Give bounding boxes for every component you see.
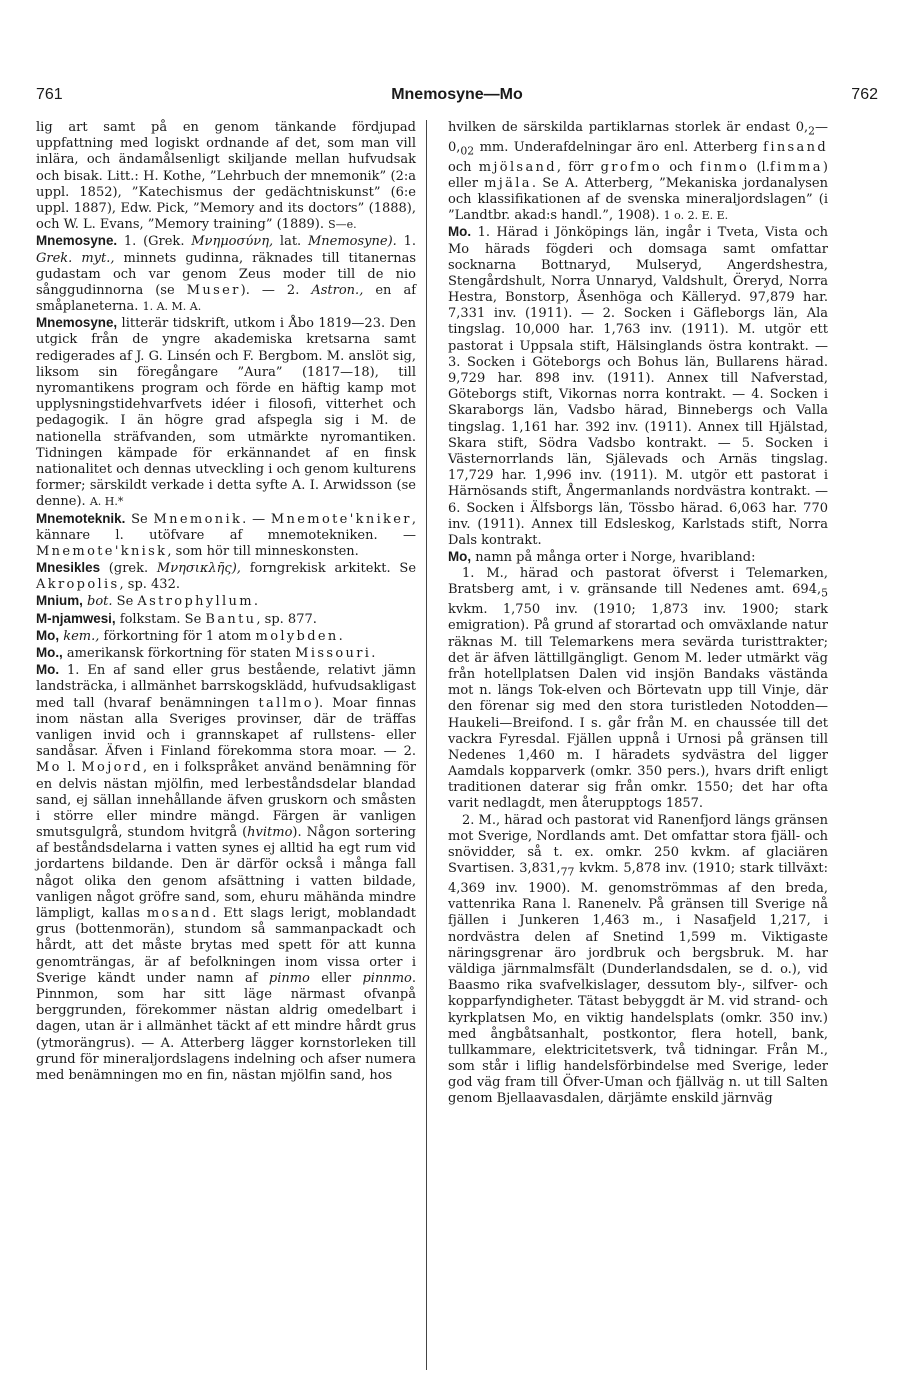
- cross-reference: finmo: [699, 159, 750, 175]
- cross-reference: Muser: [186, 282, 241, 298]
- cross-reference: Mnemote'kniker: [270, 511, 412, 527]
- cross-reference: Bantu: [205, 611, 257, 627]
- entry-mnemosyne-journal: Mnemosyne, litterär tidskrift, utkom i Åbo 1819—23. Den utgick från de yngre akademiska kretsarna samt redigerades af J. G. Linsén och F. Bergbom. M. anslöt sig, liksom sin föregångare ”Aura” (1817—18), till nyromantikens program och förde en häftig kamp mot upplysningstidehvarfvets idéer i filosofi, vitterhet och pedagogik. I än högre grad afspegla sig i M. de nationella sträfvanden, som utmärkte nyromantiken. Tidningen kämpade för erkännandet af en finsk nationalitet och dennas utveckling i och genom kulturens former; särskildt verkade i detta syfte A. I. Arwidsson (se denne). A. H.*: [36, 315, 416, 510]
- headword: Mo.: [36, 662, 60, 678]
- entry-mnium: Mnium, bot. Se Astrophyllum.: [36, 593, 259, 610]
- entry-mo-norge: Mo, namn på många orter i Norge, hvaribland:: [448, 549, 756, 566]
- headword: Mo.,: [36, 645, 63, 660]
- headword: Mo,: [36, 627, 60, 643]
- page-header: [36, 86, 878, 110]
- author-signature: A. H.*: [89, 495, 124, 509]
- cross-reference: grofmo: [600, 159, 662, 175]
- left-column: [36, 120, 416, 1084]
- cross-reference: tallmo: [258, 695, 314, 711]
- cross-reference: Mnemonik: [153, 511, 243, 527]
- entry-mnemosyne: Mnemosyne. 1. (Grek. Mνημοσύνη, lat. Mnemosyne). 1. Grek. myt., minnets gudinna, räknades till titanernas gudastam och var genom Zeus moder till de nio sånggudinnorna (se Muser). — 2. Astron., en af småplaneterna. 1. A. M. A.: [36, 233, 417, 315]
- cross-reference: Mojord: [81, 760, 143, 776]
- page-number-right: 762: [851, 86, 878, 103]
- headword: Mnemoteknik.: [36, 510, 126, 526]
- continuation-paragraph: hvilken de särskilda partiklarnas storlek är endast $0,_2—0,_{02}$ mm. Underafdelningar äro enl. Atterberg finsand och mjölsand, förr grofmo och finmo (l.fimma) eller mjäla. Se A. Atterberg, ”Mekaniska jordanalysen och klassifikationen af de svenska mineraljordslagen” (i ”Landtbr. akad:s handl.”, 1908). 1 o. 2. E. E.: [448, 120, 829, 224]
- entry-mnesikles: Mnesikles (grek. Mνησικλῆς), forngrekisk arkitekt. Se Akropolis, sp. 432.: [36, 560, 417, 593]
- cross-reference: mjölsand: [478, 159, 557, 175]
- headword: M-njamwesi,: [36, 610, 116, 626]
- entry-mo-landform: Mo. 1. En af sand eller grus bestående, relativt jämn landsträcka, i allmänhet barrskogsklädd, hufvudsakligast med tall (hvaraf benämningen tallmo). Moar finnas inom nästan alla Sveriges provinser, där de träffas vanligen invid och i grannskapet af rullstens- eller sandåsar. Äfven i Finland förekomma stora moar. — 2. Mo l. Mojord, en i folkspråket använd benämning för en delvis nästan mjölfin, med lerbeståndsdelar blandad sand, ej sällan innehållande äfven gruskorn och småsten i större eller mindre mängd. Färgen är vanligen smutsgulgrå, stundom hvitgrå (hvitmo). Någon sortering af beståndsdelarna i vatten synes ej alltid ha egt rum vid jordartens bildande. Den är därför också i många fall något olika den genom afsättning i vatten bildade, vanligen något gröfre sand, som, ehuru mähända mindre lämpligt, kallas mosand. Ett slags lerigt, moblandadt grus (bottenmorän), stundom så sammanpackadt och hårdt, att det måste brytas med spett för att kunna genomträngas, är af befolkningen inom vissa orter i Sverige kändt under namn af pinmo eller pinnmo. Pinnmon, som har sitt läge närmast ofvanpå berggrunden, förekommer nästan aldrig omedelbart i dagen, utan är i allmänhet täckt af ett mindre hårdt grus (ytmorängrus). — A. Atterberg lägger kornstorleken till grund för mineraljordslagens indelning och afser numera med benämningen mo en fin, nästan mjölfin sand, hos: [36, 662, 417, 1083]
- cross-reference: Mo: [36, 760, 62, 776]
- headword: Mo,: [448, 549, 472, 565]
- entry-mo-missouri: Mo., amerikansk förkortning för staten Missouri.: [36, 645, 376, 661]
- headword: Mo.: [448, 224, 472, 240]
- cross-reference: fimma: [769, 159, 823, 175]
- entry-mo-kem: Mo, kem., förkortning för 1 atom molybden.: [36, 627, 343, 644]
- subentry-telemarken: 1. M., härad och pastorat öfverst i Telemarken, Bratsberg amt, i v. gränsande till Nedenes amt. $694,_5$ kvkm. 1,750 inv. (1910; 1,873 inv. 1900; stark emigration). På grund af storartad och omväxlande natur räknas M. till Telemarkens mera sevärda turisttrakter; det är äfven lättillgängligt. Genom M. leder utmärkt väg från hotellplatsen Dalen vid insjön Bandaks västända mot n. längs Tok-elven och Börtevatn upp till Vinje, där den förenar sig med den stora turistleden Notodden—Haukeli—Breifond. I s. går från M. en chaussée till det vackra Fyresdal. Fjällen uppnå i Urnosi på gränsen till Nedenes 1,460 m. I häradets sydvästra del ligger Aamdals kopparverk (omkr. 350 pers.), hvars drift enligt traditionen daterar sig från omkr. 1550; det har ofta varit nedlagdt, men återupptogs 1857.: [448, 566, 828, 812]
- cross-reference: mosand: [146, 906, 213, 921]
- author-signature: S—e.: [328, 218, 357, 232]
- author-signature: 1 o. 2. E. E.: [663, 209, 729, 223]
- subentry-ranenfjord: 2. M., härad och pastorat vid Ranenfjord längs gränsen mot Sverige, Nordlands amt. Det omfattar stora fjäll- och snövidder, så t. ex. omkr. 250 kvkm. af glaciären Svartisen. $3,831,_{77}$ kvkm. 5,878 inv. (1910; stark tillväxt: 4,369 inv. 1900). M. genomströmmas af den breda, vattenrika Rana l. Ranenelv. På gränsen till Sverige nå fjällen i Junkeren 1,463 m., i Nasafjeld 1,217, i nordvästra delen af Snetind 1,599 m. Viktigaste näringsgrenar äro jordbruk och bergsbruk. M. har väldiga järnmalmsfält (Dunderlandsdalen, se d. o.), vid Baasmo rika svafvelkislager, dessutom bly-, silfver- och kopparfyndigheter. Tätast bebyggdt är M. vid strand- och kyrkplatsen Mo, en viktig handelsplats (omkr. 350 inv.) med ångbåtsanhalt, postkontor, flera hotell, bank, tullkammare, elektricitetsverk, två tidningar. Från M., som står i liflig handelsförbindelse med Sverige, leder god väg fram till Öfver-Uman och fjällväg n. ut till Salten genom Bjellaavasdalen, därjämte enskild järnväg: [448, 812, 829, 1107]
- entry-mnemoteknik: Mnemoteknik. Se Mnemonik. — Mnemote'kniker, kännare l. utöfvare af mnemotekniken. — Mnemote'knisk, som hör till minneskonsten.: [36, 510, 417, 559]
- headword: Mnemosyne.: [36, 233, 118, 249]
- cross-reference: finsand: [763, 139, 829, 155]
- column-divider: [426, 120, 427, 1370]
- entry-mo-harad: Mo. 1. Härad i Jönköpings län, ingår i Tveta, Vista och Mo härads fögderi och domsaga samt omfattar socknarna Bottnaryd, Mulseryd, Angerdshestra, Stengårdshult, Norra Unnaryd, Valdshult, Öreryd, Norra Hestra, Bonstorp, Åsenhöga och Källeryd. 97,879 har. 7,331 inv. (1911). — 2. Socken i Gäfleborgs län, Ala tingslag. 10,000 har. 1,763 inv. (1911). M. utgör ett pastorat i Uppsala stift, Hälsinglands östra kontrakt. — 3. Socken i Göteborgs och Bohus län, Bullarens härad. 9,729 har. 898 inv. (1911). Annex till Nafverstad, Göteborgs stift, Vikornas norra kontrakt. — 4. Socken i Skaraborgs län, Vadsbo härad, Binnebergs och Valla tingslag. 1,161 har. 392 inv. (1911). Annex till Hjälstad, Skara stift, Södra Vadsbo kontrakt. — 5. Socken i Västernorrlands län, Själevads och Arnäs tingslag. 17,729 har. 1,996 inv. (1911). M. utgör ett pastorat i Härnösands stift, Ångermanlands nordvästra kontrakt. — 6. Socken i Älfsborgs län, Tössbo härad. 6,063 har. 770 inv. (1911). Annex till Edsleskog, Karlstads stift, Norra Dals kontrakt.: [448, 224, 828, 548]
- cross-reference: Akropolis: [36, 577, 120, 593]
- running-title: Mnemosyne—Mo: [391, 86, 523, 103]
- cross-reference: Missouri: [295, 646, 372, 661]
- continuation-paragraph: lig art samt på en genom tänkande fördjupad uppfattning med logiskt ordnande af det, som man vill inlära, och ändamålsenligt skiljande mellan hufvudsak och bisak. Litt.: H. Kothe, ”Lehrbuch der mnemonik” (2:a uppl. 1852), ”Katechismus der gedächtniskunst” (6:e uppl. 1887), Edw. Pick, ”Memory and its doctors” (1888), och W. L. Evans, ”Memory training” (1889). S—e.: [36, 120, 416, 233]
- cross-reference: mjäla: [484, 175, 532, 191]
- entry-m-njamwesi: M-njamwesi, folkstam. Se Bantu, sp. 877.: [36, 610, 317, 627]
- cross-reference: molybden: [255, 628, 339, 644]
- right-column: [448, 120, 828, 1108]
- headword: Mnemosyne,: [36, 315, 118, 331]
- headword: Mnesikles: [36, 560, 101, 576]
- page-number-left: 761: [36, 86, 63, 103]
- cross-reference: Astrophyllum: [137, 594, 254, 610]
- headword: Mnium,: [36, 593, 83, 609]
- cross-reference: Mnemote'knisk: [36, 543, 168, 559]
- author-signature: 1. A. M. A.: [142, 300, 202, 314]
